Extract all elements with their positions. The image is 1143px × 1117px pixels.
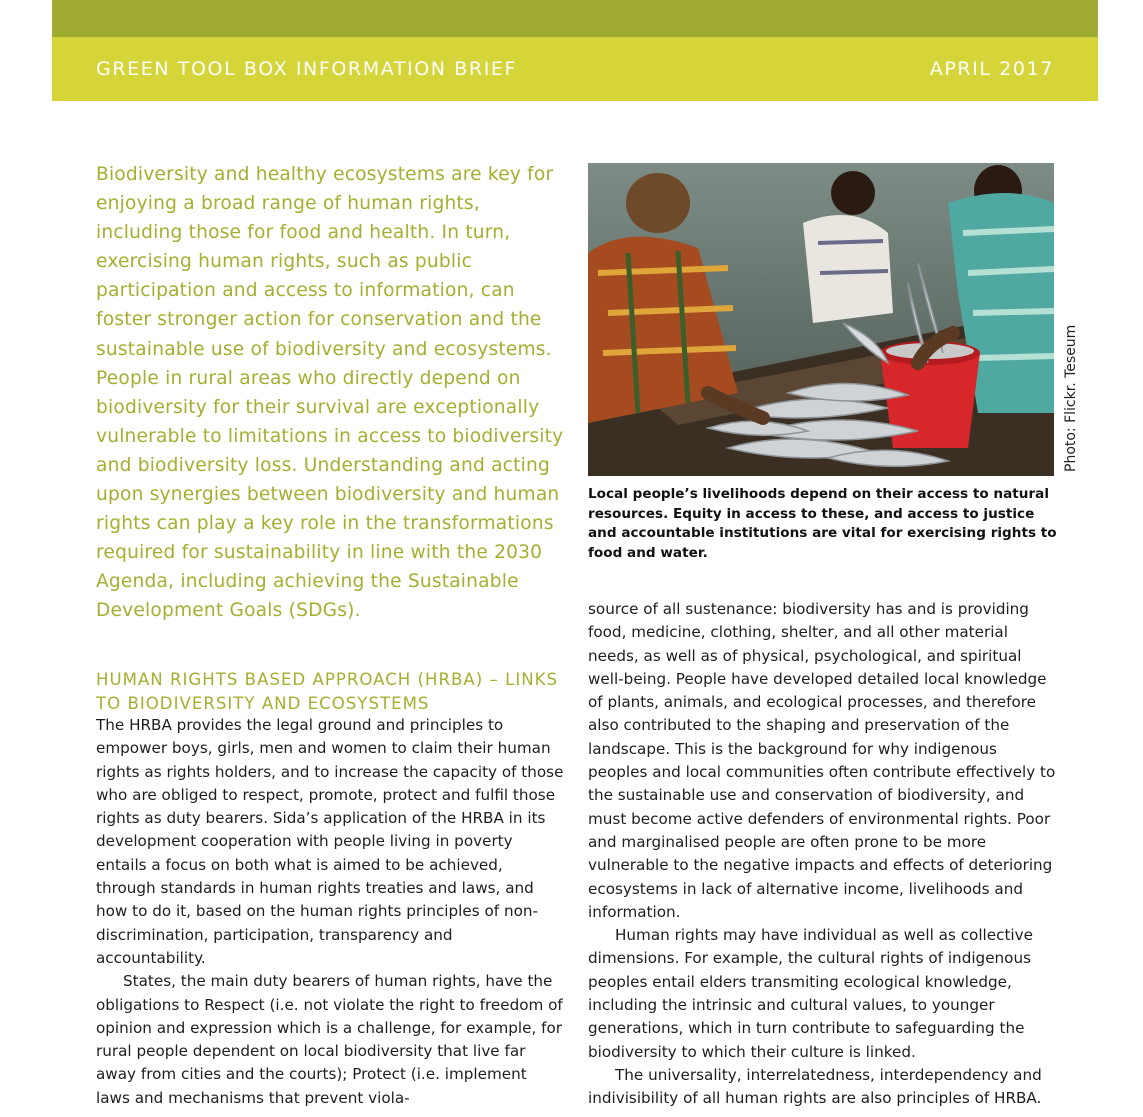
photo-credit: Photo: Flickr. Teseum	[1063, 324, 1079, 472]
body-paragraph: The universality, interrelatedness, interdependency and indivisibility of all human rights are also principles of HRBA.	[588, 1065, 1042, 1108]
body-right-column	[588, 598, 1058, 1111]
body-left-column	[96, 714, 564, 1110]
body-paragraph: Human rights may have individual as well as collective dimensions. For example, the cultural rights of indigenous peoples entail elders transmiting ecological knowledge, including the intrinsic and cultural values, to younger generations, which in turn contribute to safeguarding the biodiversity to which their culture is linked.	[588, 926, 1033, 1061]
photo-illustration	[588, 163, 1054, 476]
body-paragraph: source of all sustenance: biodiversity has and is providing food, medicine, clothing, shelter, and all other material needs, as well as of physical, psychological, and spiritual well-being. People have developed detailed local knowledge of plants, animals, and ecological processes, and therefore also contributed to the shaping and preservation of the landscape. This is the background for why indigenous peoples and local communities often contribute effectively to the sustainable use and conservation of biodiversity, and must become active defenders of environmental rights. Poor and marginalised people are often prone to be more vulnerable to the negative impacts and effects of deterioring ecosystems in lack of alternative income, livelihoods and information.	[588, 600, 1056, 921]
lead-paragraph: Biodiversity and healthy ecosystems are key for enjoying a broad range of human rights, including those for food and health. In turn, exercising human rights, such as public participation and access to information, can foster stronger action for conservation and the sustainable use of biodiversity and ecosystems. People in rural areas who directly depend on biodiversity for their survival are exceptionally vulnerable to limitations in access to biodiversity and biodiversity loss. Understanding and acting upon synergies between biodiversity and human rights can play a key role in the transformations required for sustainability in line with the 2030 Agenda, including achieving the Sustainable Development Goals (SDGs).	[96, 164, 564, 622]
brief-date: APRIL 2017	[929, 58, 1054, 80]
top-color-band	[52, 0, 1098, 37]
photo-caption: Local people’s livelihoods depend on their access to natural resources. Equity in access to these, and access to justice and accountable institutions are vital for exercising rights to food and water.	[588, 486, 1057, 561]
section-heading: HUMAN RIGHTS BASED APPROACH (HRBA) – LINKS TO BIODIVERSITY AND ECOSYSTEMS	[96, 670, 559, 713]
body-paragraph: States, the main duty bearers of human rights, have the obligations to Respect (i.e. not violate the right to freedom of opinion and expression which is a challenge, for example, for rural people dependent on local biodiversity that live far away from cities and the courts); Protect (i.e. implement laws and mechanisms that prevent viola-	[96, 972, 563, 1107]
fish-market-photo	[588, 163, 1054, 476]
brief-title: GREEN TOOL BOX INFORMATION BRIEF	[96, 58, 518, 80]
body-paragraph: The HRBA provides the legal ground and principles to empower boys, girls, men and women to claim their human rights as rights holders, and to increase the capacity of those who are obliged to respect, promote, protect and fulfil those rights as duty bearers. Sida’s application of the HRBA in its development cooperation with people living in poverty entails a focus on both what is aimed to be achieved, through standards in human rights treaties and laws, and how to do it, based on the human rights principles of non-discrimination, participation, transparency and accountability.	[96, 716, 564, 967]
